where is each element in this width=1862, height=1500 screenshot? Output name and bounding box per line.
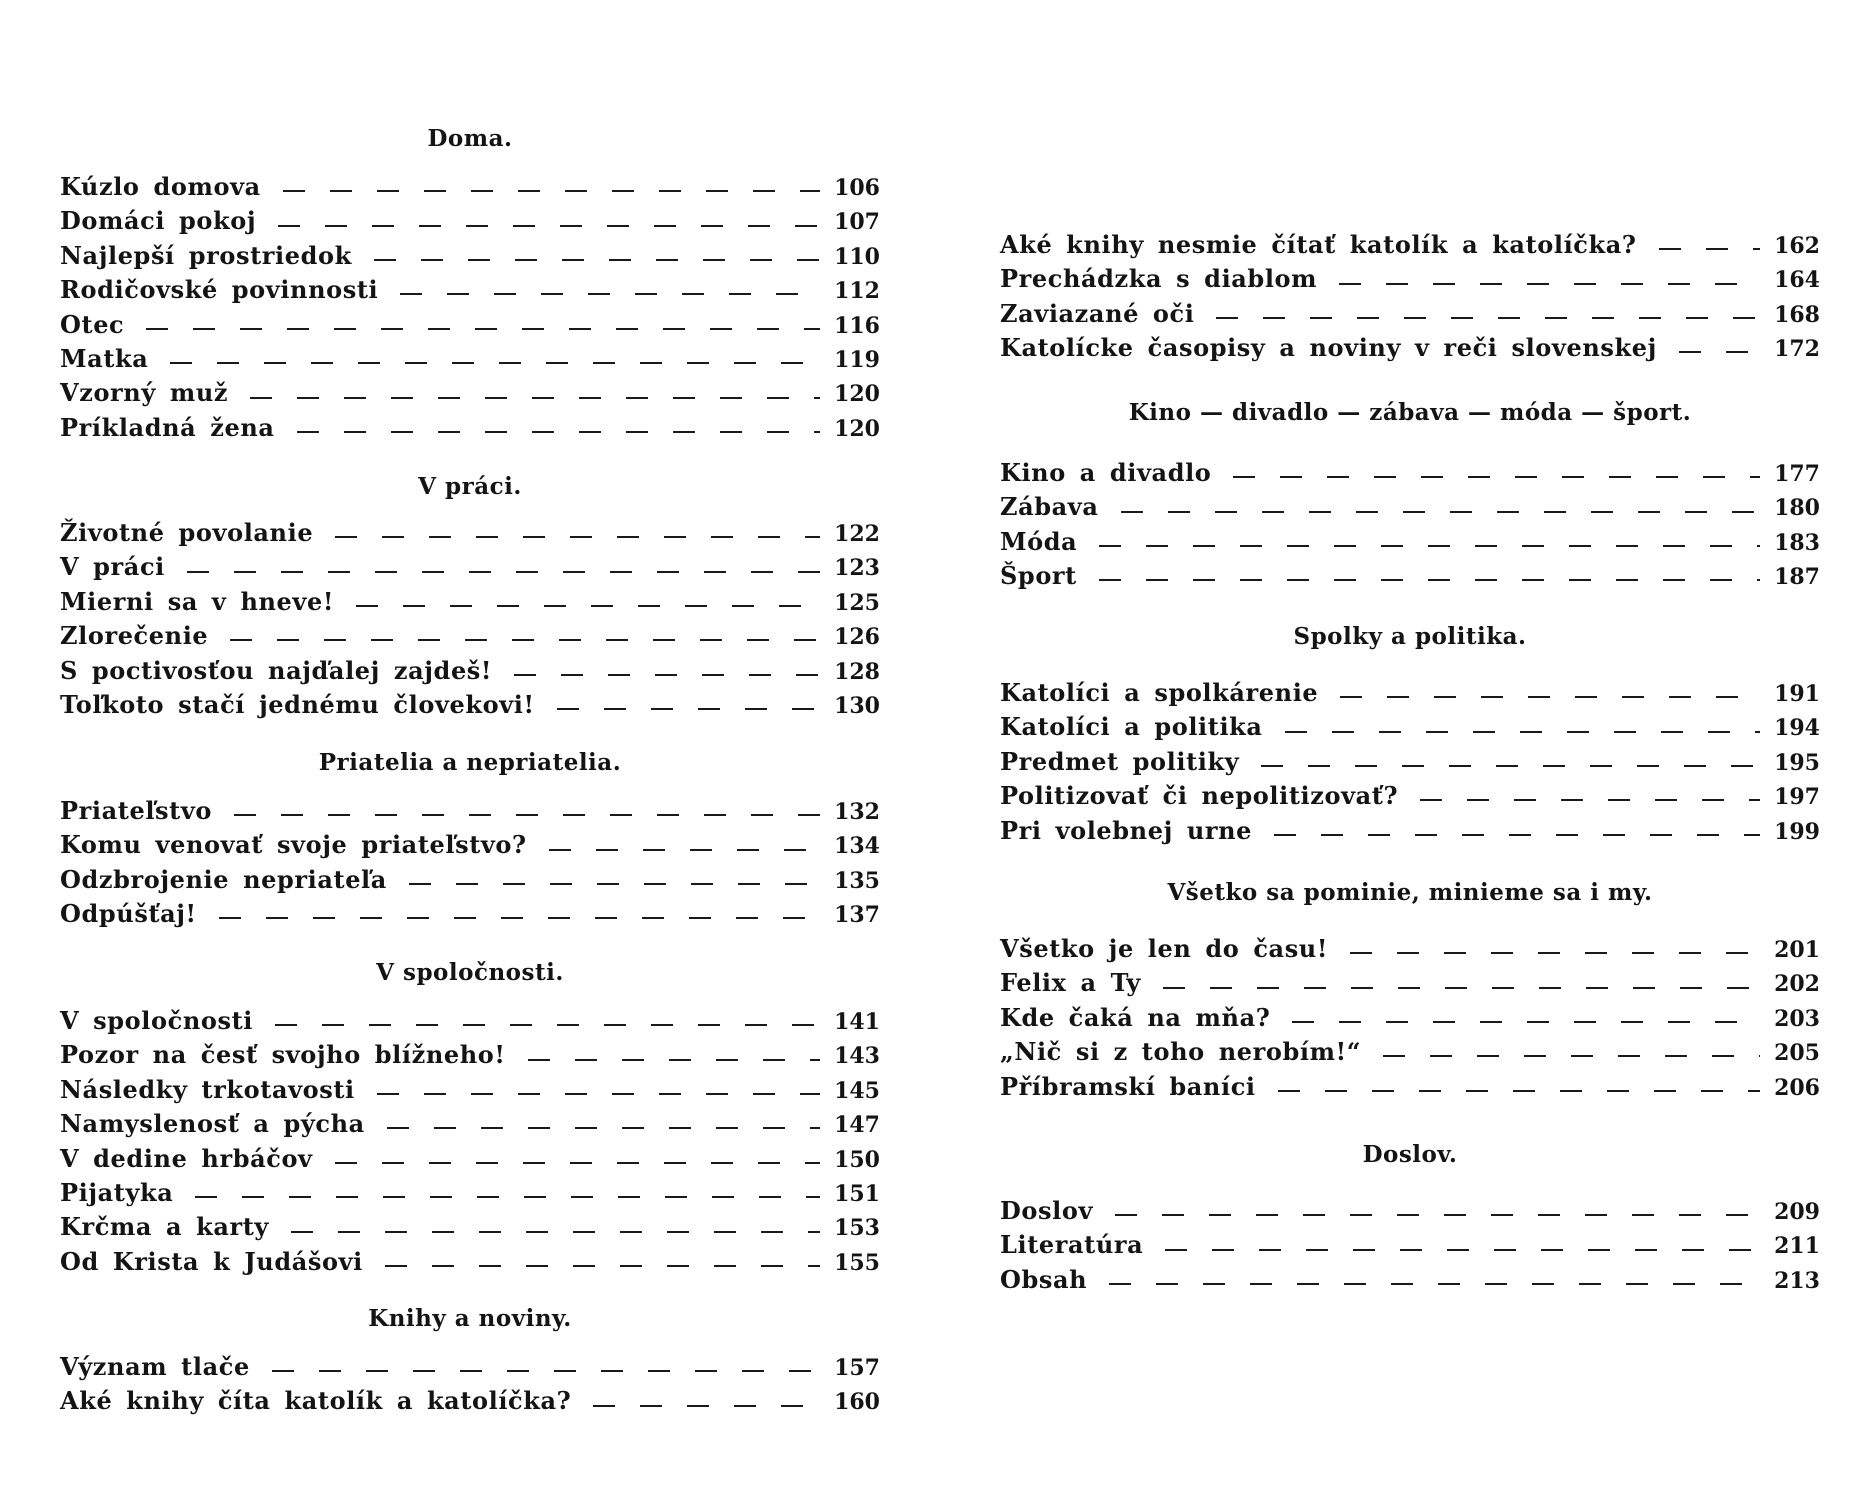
dash-leader: [1420, 799, 1760, 801]
toc-entry[interactable]: [1000, 745, 1820, 779]
toc-entry[interactable]: [1000, 331, 1820, 365]
entry-page: 202: [1774, 971, 1820, 998]
entry-page: 153: [834, 1215, 880, 1242]
entry-page: 120: [834, 415, 880, 442]
dash-leader: [514, 674, 820, 676]
toc-entry[interactable]: [1000, 1228, 1820, 1262]
section-entries: [1000, 228, 1820, 366]
entry-title: „Nič si z toho nerobím!“: [1000, 1037, 1362, 1067]
section-entries: [1000, 676, 1820, 848]
entry-title: Pri volebnej urne: [1000, 815, 1253, 845]
entry-title: Kúzlo domova: [60, 172, 261, 201]
entry-page: 160: [834, 1389, 880, 1416]
entry-title: Móda: [1000, 526, 1078, 556]
dash-leader: [195, 1196, 820, 1198]
section-heading: Doma.: [427, 125, 513, 152]
toc-entry[interactable]: [1000, 525, 1820, 559]
entry-title: Vzorný muž: [60, 378, 229, 408]
entry-page: 164: [1774, 267, 1820, 294]
section-entries: [60, 1004, 880, 1279]
toc-entry[interactable]: [60, 1384, 880, 1418]
dash-leader: [1274, 834, 1760, 836]
dash-leader: [1099, 545, 1760, 547]
entry-page: 135: [834, 867, 880, 894]
entry-title: Toľkoto stačí jednému človekovi!: [60, 689, 535, 719]
dash-leader: [1292, 1021, 1760, 1023]
entry-title: Mierni sa v hneve!: [60, 586, 334, 616]
entry-page: 162: [1774, 233, 1820, 259]
dash-leader: [278, 225, 820, 227]
toc-entry[interactable]: [60, 654, 880, 688]
entry-page: 147: [834, 1112, 880, 1139]
toc-entry[interactable]: [1000, 932, 1820, 966]
entry-title: Aké knihy číta katolík a katolíčka?: [60, 1386, 572, 1416]
entry-page: 107: [834, 209, 880, 236]
dash-leader: [146, 328, 820, 330]
entry-title: Komu venovať svoje priateľstvo?: [60, 830, 527, 860]
section-heading: Knihy a noviny.: [368, 1305, 572, 1332]
dash-leader: [250, 397, 820, 399]
entry-page: 197: [1774, 784, 1820, 811]
entry-page: 106: [834, 175, 880, 201]
toc-entry[interactable]: [1000, 1001, 1820, 1035]
dash-leader: [1339, 283, 1760, 285]
entry-title: Všetko je len do času!: [1000, 934, 1328, 963]
toc-entry[interactable]: [1000, 1070, 1820, 1104]
dash-leader: [1350, 952, 1760, 954]
toc-entry[interactable]: [60, 619, 880, 653]
entry-title: S poctivosťou najďalej zajdeš!: [60, 655, 493, 685]
toc-entry[interactable]: [60, 273, 880, 307]
entry-page: 168: [1774, 301, 1820, 328]
dash-leader: [297, 431, 821, 433]
dash-leader: [187, 571, 820, 573]
dash-leader: [374, 259, 820, 261]
toc-entry[interactable]: [1000, 456, 1820, 490]
dash-leader: [387, 1127, 820, 1129]
section-entries: [60, 516, 880, 722]
toc-entry[interactable]: [60, 1350, 880, 1384]
section-entries: [1000, 456, 1820, 594]
dash-leader: [549, 849, 820, 851]
dash-leader: [1109, 1283, 1760, 1285]
toc-entry[interactable]: [60, 516, 880, 550]
entry-title: Priateľstvo: [60, 796, 212, 825]
entry-page: 151: [834, 1180, 880, 1207]
dash-leader: [1099, 579, 1760, 581]
entry-page: 180: [1774, 495, 1820, 522]
dash-leader: [409, 883, 820, 885]
entry-title: Odzbrojenie nepriateľa: [60, 864, 387, 894]
toc-entry[interactable]: [1000, 297, 1820, 331]
entry-page: 209: [1774, 1199, 1820, 1225]
toc-entry[interactable]: [60, 239, 880, 273]
entry-page: 119: [834, 346, 880, 373]
entry-title: Krčma a karty: [60, 1212, 269, 1242]
entry-title: Otec: [60, 309, 125, 339]
entry-title: Katolícke časopisy a noviny v reči slovenskej: [1000, 333, 1657, 363]
entry-page: 123: [834, 555, 880, 582]
entry-title: Pijatyka: [60, 1177, 174, 1207]
entry-page: 206: [1774, 1074, 1820, 1101]
entry-page: 122: [834, 521, 880, 547]
dash-leader: [593, 1405, 820, 1407]
dash-leader: [335, 1162, 820, 1164]
dash-leader: [385, 1265, 820, 1267]
dash-leader: [400, 293, 820, 295]
toc-entry[interactable]: [60, 204, 880, 238]
toc-entry[interactable]: [60, 688, 880, 722]
dash-leader: [1340, 696, 1760, 698]
dash-leader: [356, 605, 820, 607]
entry-title: Od Krista k Judášovi: [60, 1246, 363, 1276]
entry-page: 199: [1774, 818, 1820, 845]
toc-entry[interactable]: [1000, 1263, 1820, 1297]
toc-entry[interactable]: [60, 411, 880, 445]
entry-page: 134: [834, 833, 880, 860]
toc-entry[interactable]: [1000, 262, 1820, 296]
toc-entry[interactable]: [1000, 559, 1820, 593]
section-heading: Spolky a politika.: [1293, 623, 1527, 650]
entry-page: 120: [834, 381, 880, 408]
entry-title: Literatúra: [1000, 1230, 1144, 1260]
toc-entry[interactable]: [60, 1245, 880, 1279]
dash-leader: [1278, 1090, 1760, 1092]
entry-title: V práci: [60, 552, 165, 582]
toc-entry[interactable]: [60, 1073, 880, 1107]
entry-title: Zaviazané oči: [1000, 298, 1195, 328]
section-heading: Kino — divadlo — zábava — móda — šport.: [1128, 399, 1692, 426]
toc-entry[interactable]: [1000, 228, 1820, 262]
toc-entry[interactable]: [60, 308, 880, 342]
entry-page: 141: [834, 1009, 880, 1035]
section-heading: Priatelia a nepriatelia.: [318, 749, 622, 776]
entry-page: 194: [1774, 715, 1820, 742]
dash-leader: [219, 917, 820, 919]
section-entries: [60, 170, 880, 445]
entry-title: Význam tlače: [60, 1352, 250, 1381]
section-entries: [1000, 1194, 1820, 1297]
entry-title: Príkladná žena: [60, 412, 275, 442]
dash-leader: [275, 1024, 820, 1026]
dash-leader: [1383, 1055, 1760, 1057]
dash-leader: [283, 190, 820, 192]
dash-leader: [1121, 511, 1761, 513]
entry-page: 172: [1774, 336, 1820, 363]
toc-entry[interactable]: [60, 376, 880, 410]
section-heading: V práci.: [418, 473, 522, 500]
dash-leader: [170, 362, 820, 364]
entry-title: Katolíci a politika: [1000, 712, 1263, 742]
toc-entry[interactable]: [1000, 1035, 1820, 1069]
dash-leader: [377, 1093, 820, 1095]
toc-entry[interactable]: [1000, 814, 1820, 848]
dash-leader: [1216, 317, 1760, 319]
entry-page: 157: [834, 1355, 880, 1381]
entry-page: 213: [1774, 1267, 1820, 1294]
section-entries: [1000, 932, 1820, 1104]
toc-entry[interactable]: [60, 585, 880, 619]
entry-title: Následky trkotavosti: [60, 1074, 355, 1104]
entry-page: 191: [1774, 681, 1820, 707]
entry-page: 203: [1774, 1005, 1820, 1032]
entry-title: Doslov: [1000, 1196, 1094, 1225]
entry-title: Najlepší prostriedok: [60, 240, 352, 270]
entry-page: 112: [834, 278, 880, 305]
entry-title: Příbramskí baníci: [1000, 1071, 1256, 1101]
entry-title: Matka: [60, 343, 149, 373]
toc-entry[interactable]: [60, 170, 880, 204]
entry-title: Prechádzka s diablom: [1000, 264, 1318, 294]
entry-page: 187: [1774, 564, 1820, 591]
dash-leader: [557, 708, 820, 710]
toc-entry[interactable]: [1000, 490, 1820, 524]
section-heading: Všetko sa pominie, minieme sa i my.: [1167, 879, 1653, 906]
entry-page: 150: [834, 1146, 880, 1173]
dash-leader: [1233, 476, 1760, 478]
toc-entry[interactable]: [60, 1004, 880, 1038]
dash-leader: [1679, 351, 1760, 353]
entry-title: Rodičovské povinnosti: [60, 275, 379, 305]
toc-entry[interactable]: [1000, 966, 1820, 1000]
entry-title: Katolíci a spolkárenie: [1000, 678, 1319, 707]
entry-page: 143: [834, 1043, 880, 1070]
entry-page: 110: [834, 243, 880, 270]
section-heading: V spoločnosti.: [376, 959, 564, 986]
entry-title: Odpúšťaj!: [60, 899, 197, 929]
dash-leader: [1285, 731, 1761, 733]
entry-title: Životné povolanie: [60, 518, 314, 547]
entry-title: Politizovať či nepolitizovať?: [1000, 781, 1399, 811]
entry-page: 125: [834, 589, 880, 616]
dash-leader: [1165, 1249, 1760, 1251]
entry-page: 211: [1774, 1233, 1820, 1260]
entry-page: 145: [834, 1077, 880, 1104]
dash-leader: [1163, 987, 1760, 989]
entry-page: 137: [834, 902, 880, 929]
toc-entry[interactable]: [60, 1107, 880, 1141]
toc-entry[interactable]: [60, 828, 880, 862]
section-heading: Doslov.: [1362, 1141, 1458, 1168]
entry-page: 116: [834, 312, 880, 339]
toc-entry[interactable]: [1000, 710, 1820, 744]
entry-page: 130: [834, 692, 880, 719]
entry-title: Predmet politiky: [1000, 746, 1240, 776]
entry-title: V spoločnosti: [60, 1006, 253, 1035]
toc-entry[interactable]: [60, 863, 880, 897]
entry-page: 205: [1774, 1040, 1820, 1067]
toc-entry[interactable]: [60, 1176, 880, 1210]
entry-title: Felix a Ty: [1000, 968, 1141, 998]
dash-leader: [1115, 1214, 1760, 1216]
toc-entry[interactable]: [60, 794, 880, 828]
entry-title: Pozor na česť svojho blížneho!: [60, 1040, 506, 1070]
entry-page: 132: [834, 799, 880, 825]
toc-entry[interactable]: [60, 1210, 880, 1244]
dash-leader: [1659, 248, 1761, 250]
entry-title: Aké knihy nesmie čítať katolík a katolíčka?: [1000, 230, 1637, 259]
entry-page: 128: [834, 658, 880, 685]
entry-page: 195: [1774, 749, 1820, 776]
dash-leader: [335, 536, 820, 538]
entry-title: Domáci pokoj: [60, 206, 257, 236]
dash-leader: [272, 1370, 820, 1372]
entry-title: V dedine hrbáčov: [60, 1143, 313, 1173]
section-entries: [60, 1350, 880, 1419]
dash-leader: [1261, 765, 1760, 767]
entry-title: Zlorečenie: [60, 621, 209, 651]
dash-leader: [230, 639, 820, 641]
entry-page: 201: [1774, 937, 1820, 963]
entry-page: 183: [1774, 529, 1820, 556]
entry-page: 177: [1774, 461, 1820, 487]
dash-leader: [528, 1059, 821, 1061]
toc-entry[interactable]: [1000, 1194, 1820, 1228]
entry-title: Šport: [1000, 561, 1077, 591]
entry-title: Namyslenosť a pýcha: [60, 1109, 365, 1139]
toc-entry[interactable]: [60, 1142, 880, 1176]
section-entries: [60, 794, 880, 932]
toc-entry[interactable]: [60, 342, 880, 376]
entry-page: 155: [834, 1249, 880, 1276]
entry-title: Kino a divadlo: [1000, 458, 1212, 487]
entry-title: Obsah: [1000, 1264, 1088, 1294]
dash-leader: [234, 814, 820, 816]
toc-entry[interactable]: [60, 550, 880, 584]
toc-entry[interactable]: [1000, 676, 1820, 710]
entry-title: Zábava: [1000, 492, 1099, 522]
dash-leader: [291, 1231, 820, 1233]
toc-entry[interactable]: [60, 897, 880, 931]
entry-page: 126: [834, 624, 880, 651]
toc-entry[interactable]: [60, 1038, 880, 1072]
toc-entry[interactable]: [1000, 779, 1820, 813]
entry-title: Kde čaká na mňa?: [1000, 1002, 1271, 1032]
